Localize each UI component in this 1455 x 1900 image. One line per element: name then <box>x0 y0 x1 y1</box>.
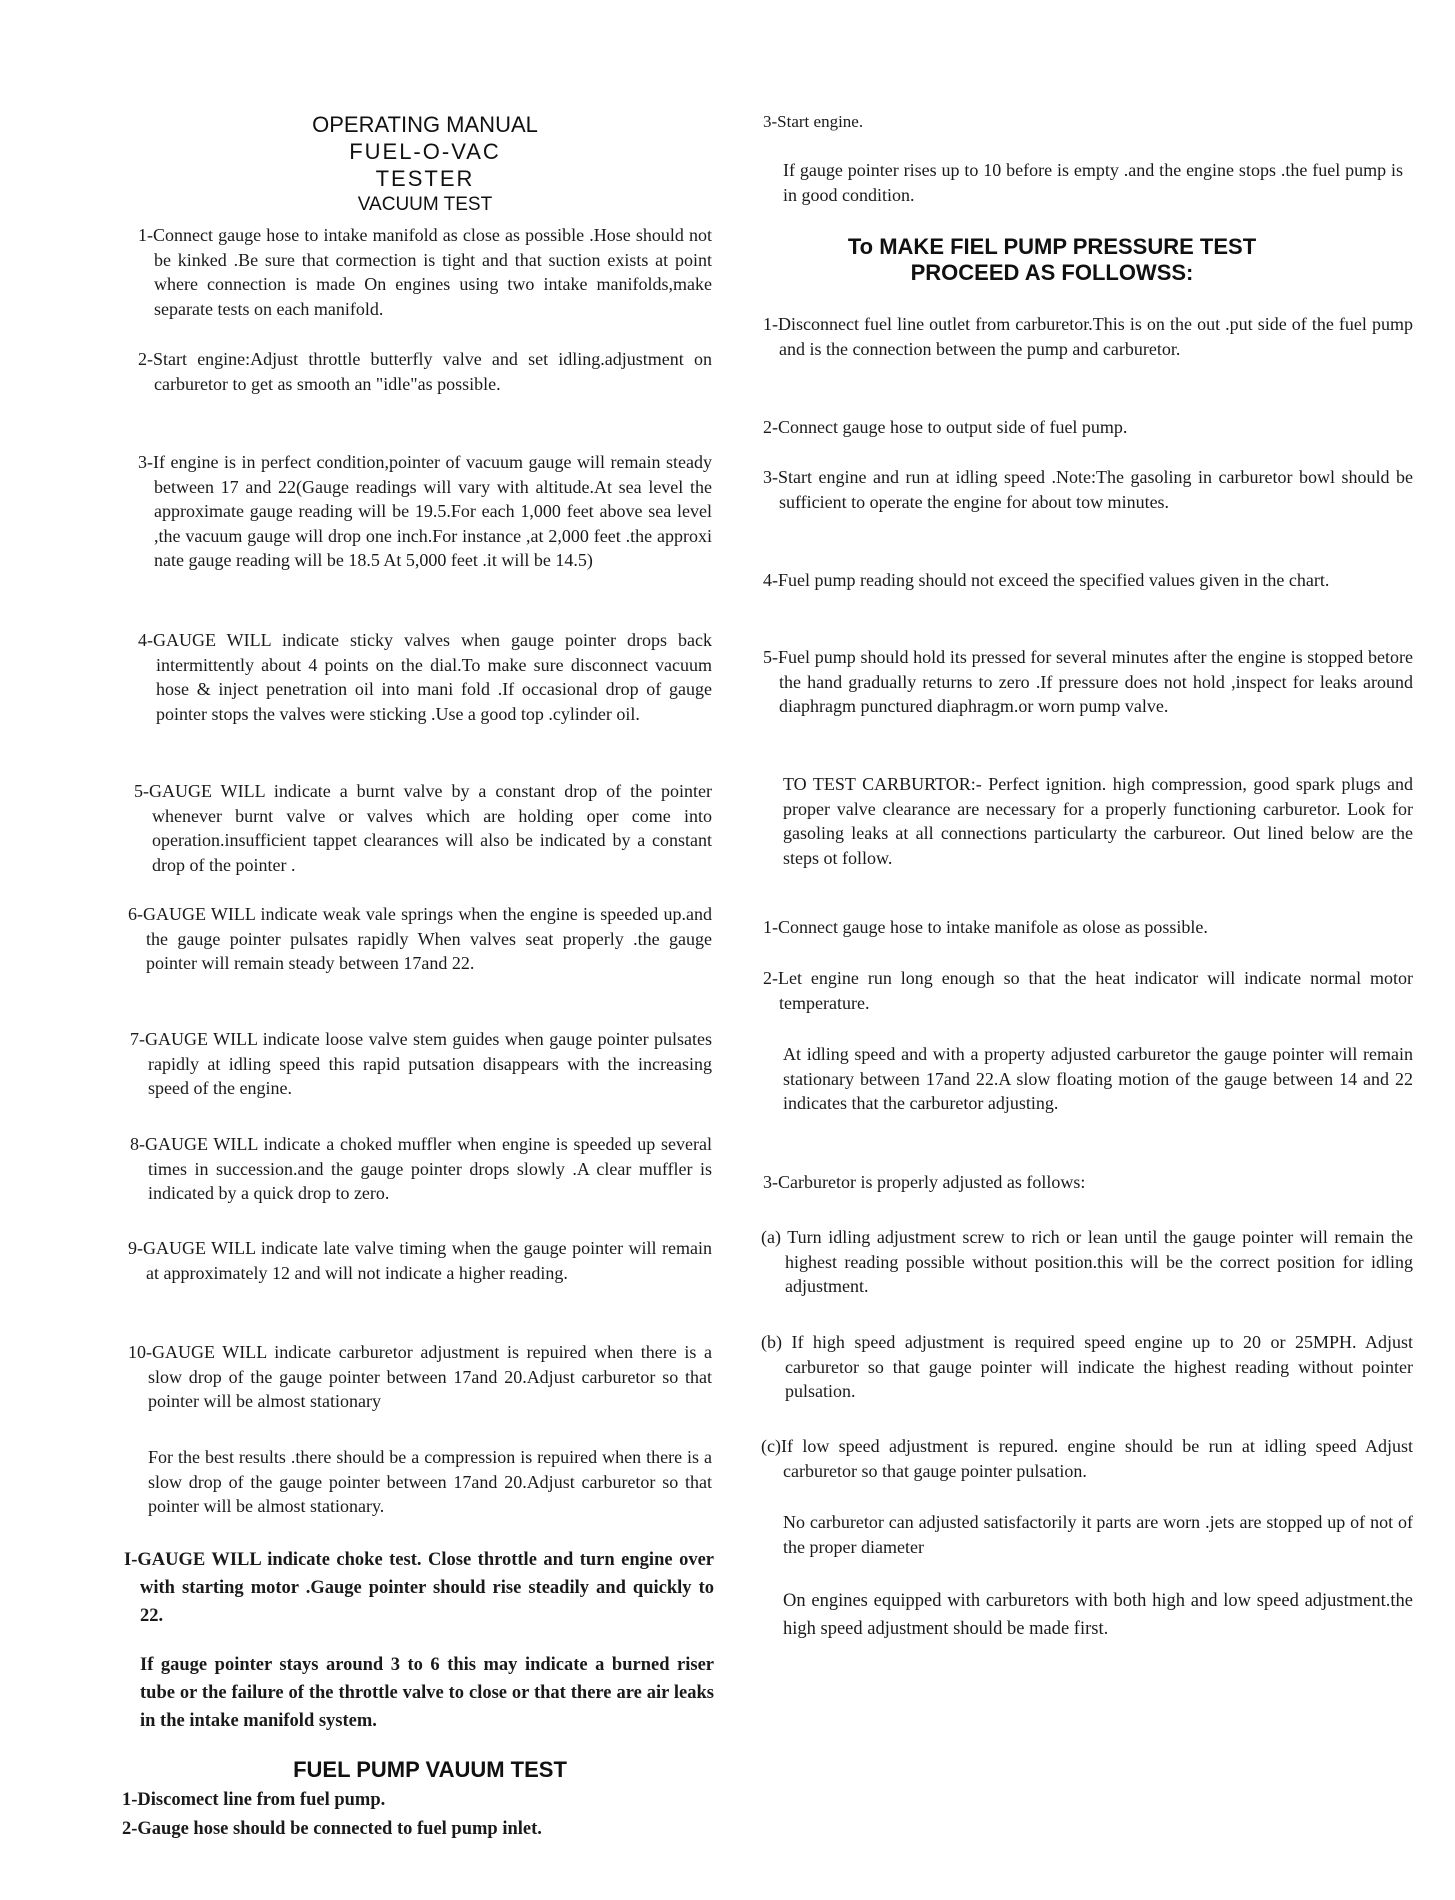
worn-parts-note: No carburetor can adjusted satisfactorily it parts are worn .jets are stopped up of not of the proper diameter <box>783 1512 1413 1557</box>
section-title-vacuum-test: VACUUM TEST <box>357 194 493 215</box>
manual-title: OPERATING MANUAL <box>312 112 538 137</box>
pressure-step-5: 5-Fuel pump should hold its pressed for several minutes after the engine is stopped betore the hand gradually returns to zero .If pressure does not hold ,inspect for leaks around diaphragm punctured diaphragm.or worn pump valve. <box>763 647 1413 716</box>
carburetor-test-intro: TO TEST CARBURTOR:- Perfect ignition. high compression, good spark plugs and proper valve clearance are necessary for a properly functioning carburetor. Look for gasoling leaks at all connections particularty the carbureor. Out lined below are the steps ot follow. <box>783 774 1413 868</box>
pressure-test-heading-line-1: To MAKE FIEL PUMP PRESSURE TEST <box>847 234 1257 259</box>
pressure-step-1: 1-Disconnect fuel line outlet from carburetor.This is on the out .put side of the fuel pump and is the connection between the pump and carburetor. <box>763 314 1413 359</box>
adjust-step-c: (c)If low speed adjustment is repured. engine should be run at idling speed Adjust carburetor so that gauge pointer pulsation. <box>761 1436 1413 1481</box>
fuel-pump-vacuum-heading: FUEL PUMP VAUUM TEST <box>293 1757 567 1782</box>
gauge-choke-test: I-GAUGE WILL indicate choke test. Close throttle and turn engine over with starting motor .Gauge pointer should rise steadily and quickly to 22. <box>124 1550 714 1626</box>
best-results-note: For the best results .there should be a compression is repuired when there is a slow drop of the gauge pointer between 17and 20.Adjust carburetor so that pointer will be almost stationary. <box>148 1447 712 1516</box>
vacuum-step-3-start-engine: 3-Start engine. <box>763 112 864 131</box>
gauge-late-timing: 9-GAUGE WILL indicate late valve timing when the gauge pointer will remain at approximately 12 and will not indicate a higher reading. <box>128 1238 712 1283</box>
gauge-burnt-valve: 5-GAUGE WILL indicate a burnt valve by a constant drop of the pointer whenever burnt valve or valves which are holding oper come into operation.insufficient tappet clearances will also be indicated by a constant drop of the pointer . <box>134 781 712 875</box>
pressure-step-3: 3-Start engine and run at idling speed .Note:The gasoling in carburetor bowl should be sufficient to operate the engine for about tow minutes. <box>763 467 1413 512</box>
carburetor-step-2: 2-Let engine run long enough so that the heat indicator will indicate normal motor temperature. <box>763 968 1413 1013</box>
adjust-step-b: (b) If high speed adjustment is required speed engine up to 20 or 25MPH. Adjust carburetor so that gauge pointer will indicate the highest reading without pointer pulsation. <box>761 1332 1413 1401</box>
carburetor-step-1: 1-Connect gauge hose to intake manifole as olose as possible. <box>763 917 1208 937</box>
fuel-pump-vacuum-step-2: 2-Gauge hose should be connected to fuel pump inlet. <box>122 1819 542 1839</box>
fuel-pump-vacuum-step-1: 1-Discomect line from fuel pump. <box>122 1790 386 1810</box>
pressure-step-2: 2-Connect gauge hose to output side of fuel pump. <box>763 417 1128 437</box>
gauge-loose-guides: 7-GAUGE WILL indicate loose valve stem guides when gauge pointer pulsates rapidly at idling speed this rapid putsation disappears with the increasing speed of the engine. <box>130 1029 712 1098</box>
gauge-sticky-valves: 4-GAUGE WILL indicate sticky valves when gauge pointer drops back intermittently about 4 points on the dial.To make sure disconnect vacuum hose & inject penetration oil into mani fold .If occasional drop of gauge pointer stops the valves were sticking .Use a good top .cylinder oil. <box>138 630 712 724</box>
vacuum-step-3: 3-If engine is in perfect condition,pointer of vacuum gauge will remain steady between 17 and 22(Gauge readings will vary with altitude.At sea level the approximate gauge reading will be 19.5.For each 1,000 feet above sea level ,the vacuum gauge will drop one inch.For instance ,at 2,000 feet .the approxi nate gauge reading will be 18.5 At 5,000 feet .it will be 14.5) <box>138 452 712 570</box>
product-name: FUEL-O-VAC <box>349 139 501 164</box>
carburetor-step-3: 3-Carburetor is properly adjusted as follows: <box>763 1172 1086 1192</box>
vacuum-step-2: 2-Start engine:Adjust throttle butterfly valve and set idling.adjustment on carburetor to get as smooth an "idle"as possible. <box>138 349 712 394</box>
gauge-carburetor-adjustment: 10-GAUGE WILL indicate carburetor adjustment is repuired when there is a slow drop of the gauge pointer between 17and 20.Adjust carburetor so that pointer will be almost stationary <box>128 1342 712 1411</box>
adjust-step-a: (a) Turn idling adjustment screw to rich or lean until the gauge pointer will remain the highest reading possible without position.this will be the correct position for idling adjustment. <box>761 1227 1413 1296</box>
vacuum-step-1: 1-Connect gauge hose to intake manifold as close as possible .Hose should not be kinked .Be sure that cormection is tight and that suction exists at point where connection is made On engines using two intake manifolds,make separate tests on each manifold. <box>138 225 712 319</box>
high-low-speed-note: On engines equipped with carburetors with both high and low speed adjustment.the high speed adjustment should be made first. <box>783 1591 1413 1639</box>
gauge-choked-muffler: 8-GAUGE WILL indicate a choked muffler when engine is speeded up several times in succession.and the gauge pointer drops slowly .A clear muffler is indicated by a quick drop to zero. <box>130 1134 712 1203</box>
product-subtitle: TESTER <box>375 166 475 191</box>
pressure-test-heading-line-2: PROCEED AS FOLLOWSS: <box>910 260 1194 285</box>
pressure-step-4: 4-Fuel pump reading should not exceed the specified values given in the chart. <box>763 570 1330 590</box>
fuel-pump-good-note: If gauge pointer rises up to 10 before is empty .and the engine stops .the fuel pump is in good condition. <box>783 160 1403 205</box>
burned-riser-note: If gauge pointer stays around 3 to 6 this may indicate a burned riser tube or the failure of the throttle valve to close or that there are air leaks in the intake manifold system. <box>140 1655 714 1731</box>
gauge-weak-springs: 6-GAUGE WILL indicate weak vale springs when the engine is speeded up.and the gauge pointer pulsates rapidly When valves seat properly .the gauge pointer will remain steady between 17and 22. <box>128 904 712 973</box>
idling-speed-note: At idling speed and with a property adjusted carburetor the gauge pointer will remain stationary between 17and 22.A slow floating motion of the gauge between 14 and 22 indicates that the carburetor adjusting. <box>783 1044 1413 1113</box>
